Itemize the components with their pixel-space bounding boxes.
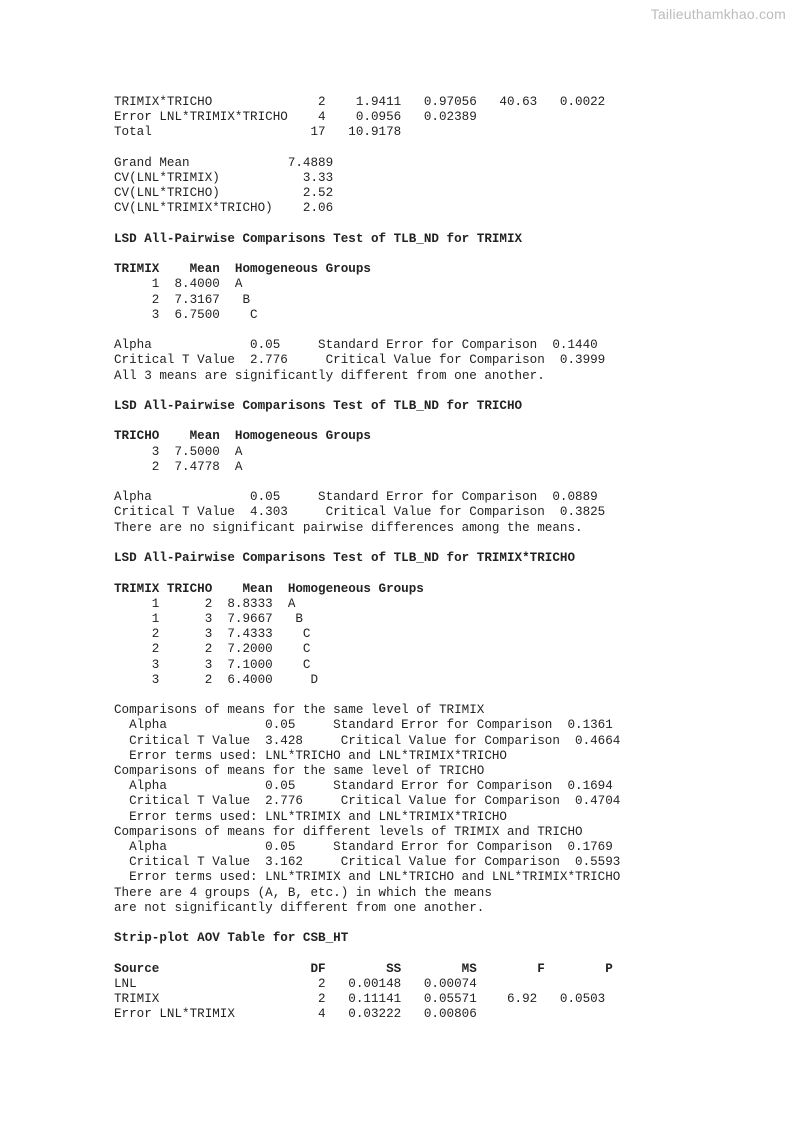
heading-line: TRICHO Mean Homogeneous Groups <box>114 429 371 444</box>
heading-line: LSD All-Pairwise Comparisons Test of TLB_ND for TRIMIX*TRICHO <box>114 551 576 566</box>
text-line: Critical T Value 4.303 Critical Value for Comparison 0.3825 <box>114 505 606 520</box>
text-line: There are 4 groups (A, B, etc.) in which the means <box>114 885 492 900</box>
text-line: Error terms used: LNL*TRICHO and LNL*TRIMIX*TRICHO <box>114 748 507 763</box>
text-line: Critical T Value 2.776 Critical Value for Comparison 0.3999 <box>114 353 606 368</box>
text-line: 1 8.4000 A <box>114 277 243 292</box>
text-line: Error LNL*TRIMIX*TRICHO 4 0.0956 0.02389 <box>114 110 477 125</box>
statistics-output <box>114 95 620 1022</box>
heading-line: LSD All-Pairwise Comparisons Test of TLB_ND for TRIMIX <box>114 231 523 246</box>
text-line: 3 2 6.4000 D <box>114 672 319 687</box>
text-line: 2 3 7.4333 C <box>114 627 311 642</box>
text-line: Grand Mean 7.4889 <box>114 155 334 170</box>
text-line: 1 2 8.8333 A <box>114 596 296 611</box>
heading-line: Source DF SS MS F P <box>114 961 613 976</box>
text-line: Error terms used: LNL*TRIMIX and LNL*TRIMIX*TRICHO <box>114 809 507 824</box>
text-line: Comparisons of means for the same level of TRICHO <box>114 763 485 778</box>
text-line: TRIMIX*TRICHO 2 1.9411 0.97056 40.63 0.0022 <box>114 95 606 109</box>
text-line: CV(LNL*TRIMIX*TRICHO) 2.06 <box>114 201 334 216</box>
text-line: LNL 2 0.00148 0.00074 <box>114 976 477 991</box>
text-line: Comparisons of means for different levels of TRIMIX and TRICHO <box>114 824 583 839</box>
text-line: There are no significant pairwise differences among the means. <box>114 520 583 535</box>
heading-line: Strip-plot AOV Table for CSB_HT <box>114 931 349 946</box>
text-line: Alpha 0.05 Standard Error for Comparison 0.1361 <box>114 718 613 733</box>
heading-line: TRIMIX TRICHO Mean Homogeneous Groups <box>114 581 424 596</box>
text-line: 2 2 7.2000 C <box>114 642 311 657</box>
text-line: Total 17 10.9178 <box>114 125 402 140</box>
text-line: Alpha 0.05 Standard Error for Comparison 0.1769 <box>114 839 613 854</box>
heading-line: LSD All-Pairwise Comparisons Test of TLB_ND for TRICHO <box>114 399 523 414</box>
text-line: Critical T Value 3.428 Critical Value for Comparison 0.4664 <box>114 733 621 748</box>
text-line: Alpha 0.05 Standard Error for Comparison 0.1694 <box>114 779 613 794</box>
text-line: Critical T Value 2.776 Critical Value for Comparison 0.4704 <box>114 794 621 809</box>
text-line: 2 7.4778 A <box>114 459 243 474</box>
text-line: CV(LNL*TRICHO) 2.52 <box>114 186 334 201</box>
text-line: CV(LNL*TRIMIX) 3.33 <box>114 171 334 186</box>
text-line: 1 3 7.9667 B <box>114 611 303 626</box>
text-line: 3 3 7.1000 C <box>114 657 311 672</box>
text-line: Error LNL*TRIMIX 4 0.03222 0.00806 <box>114 1007 477 1022</box>
text-line: Error terms used: LNL*TRIMIX and LNL*TRICHO and LNL*TRIMIX*TRICHO <box>114 870 621 885</box>
text-line: Comparisons of means for the same level of TRIMIX <box>114 703 485 718</box>
text-line: Critical T Value 3.162 Critical Value for Comparison 0.5593 <box>114 855 621 870</box>
text-line: 2 7.3167 B <box>114 292 251 307</box>
text-line: are not significantly different from one another. <box>114 900 485 915</box>
heading-line: TRIMIX Mean Homogeneous Groups <box>114 262 371 277</box>
text-line: All 3 means are significantly different from one another. <box>114 368 545 383</box>
watermark-text: Tailieuthamkhao.com <box>650 6 786 22</box>
text-line: 3 6.7500 C <box>114 307 258 322</box>
text-line: 3 7.5000 A <box>114 444 243 459</box>
text-line: Alpha 0.05 Standard Error for Comparison 0.0889 <box>114 490 598 505</box>
text-line: TRIMIX 2 0.11141 0.05571 6.92 0.0503 <box>114 991 606 1006</box>
text-line: Alpha 0.05 Standard Error for Comparison 0.1440 <box>114 338 598 353</box>
